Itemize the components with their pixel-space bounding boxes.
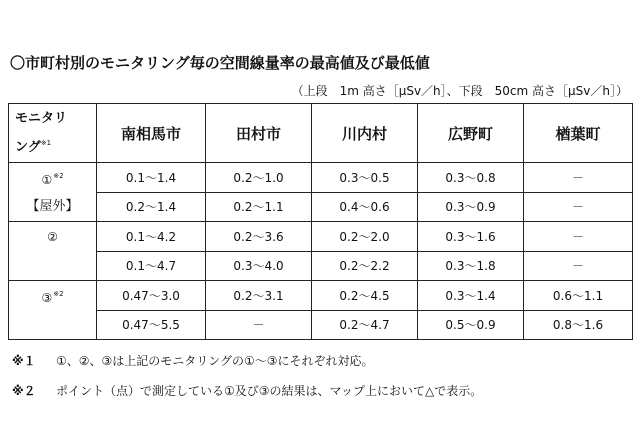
table-cell: 0.4～0.6 [312, 192, 418, 222]
row-label-2-sub [9, 251, 97, 281]
table-cell: 0.47～3.0 [97, 281, 206, 311]
footnote-1-text: ①、②、③は上記のモニタリングの①～③にそれぞれ対応。 [56, 354, 374, 368]
table-cell: － [206, 310, 312, 340]
corner-label-line2: ング [15, 139, 41, 155]
unit-note: （上段 1m 高さ［μSv／h］、下段 50cm 高さ［μSv／h］） [291, 84, 628, 98]
table-row [9, 192, 633, 222]
table-row [9, 281, 633, 311]
table-cell: 0.3～1.8 [418, 251, 524, 281]
table-cell: 0.2～4.5 [312, 281, 418, 311]
footnotes [12, 346, 482, 406]
corner-label-sup: ※1 [40, 138, 52, 147]
radiation-table [8, 103, 633, 340]
table-cell: 0.2～2.2 [312, 251, 418, 281]
footnote-1 [12, 346, 482, 376]
col-header-naraha: 楢葉町 [524, 104, 633, 163]
table-cell: 0.2～3.6 [206, 222, 312, 252]
table-row [9, 251, 633, 281]
table-cell: 0.6～1.1 [524, 281, 633, 311]
table-cell: 0.3～4.0 [206, 251, 312, 281]
table-cell: 0.2～1.0 [206, 163, 312, 193]
col-header-hirono: 広野町 [418, 104, 524, 163]
corner-label [9, 107, 96, 160]
table-cell: － [524, 251, 633, 281]
table-cell: 0.47～5.5 [97, 310, 206, 340]
table-row [9, 163, 633, 193]
table-row [9, 310, 633, 340]
row-label-2-text: ② [47, 229, 58, 244]
row-label-1-text: ① [41, 172, 53, 187]
table-cell: 0.3～0.8 [418, 163, 524, 193]
header-row [9, 104, 633, 163]
table-cell: 0.3～1.6 [418, 222, 524, 252]
table-row [9, 222, 633, 252]
table-cell: 0.2～1.4 [97, 192, 206, 222]
table-cell: 0.2～4.7 [312, 310, 418, 340]
table-cell: 0.1～1.4 [97, 163, 206, 193]
row-label-1-sub: 【屋外】 [9, 192, 97, 222]
col-header-kawauchi: 川内村 [312, 104, 418, 163]
row-label-1-sup: ※2 [53, 171, 64, 180]
col-header-tamura: 田村市 [206, 104, 312, 163]
corner-label-line1: モニタリ [15, 110, 68, 126]
table-cell: 0.8～1.6 [524, 310, 633, 340]
footnote-2-text: ポイント（点）で測定している①及び③の結果は、マップ上において△で表示。 [56, 384, 483, 398]
table-cell: － [524, 222, 633, 252]
table-cell: 0.1～4.2 [97, 222, 206, 252]
footnote-2 [12, 376, 482, 406]
row-label-3 [9, 281, 97, 311]
row-label-3-sub [9, 310, 97, 340]
table-cell: － [524, 192, 633, 222]
table-cell: 0.3～1.4 [418, 281, 524, 311]
corner-header [9, 104, 97, 163]
table-cell: 0.1～4.7 [97, 251, 206, 281]
footnote-1-mark: ※１ [12, 354, 36, 368]
table-cell: 0.2～1.1 [206, 192, 312, 222]
table-cell: 0.3～0.5 [312, 163, 418, 193]
page-heading: 〇市町村別のモニタリング毎の空間線量率の最高値及び最低値 [10, 54, 430, 72]
col-header-minamisoma: 南相馬市 [97, 104, 206, 163]
footnote-2-mark: ※２ [12, 384, 36, 398]
table-cell: － [524, 163, 633, 193]
table-cell: 0.2～2.0 [312, 222, 418, 252]
table-cell: 0.5～0.9 [418, 310, 524, 340]
table-cell: 0.3～0.9 [418, 192, 524, 222]
table-cell: 0.2～3.1 [206, 281, 312, 311]
row-label-3-text: ③ [41, 290, 53, 305]
row-label-3-sup: ※2 [53, 289, 64, 298]
row-label-2 [9, 222, 97, 252]
row-label-1 [9, 163, 97, 193]
